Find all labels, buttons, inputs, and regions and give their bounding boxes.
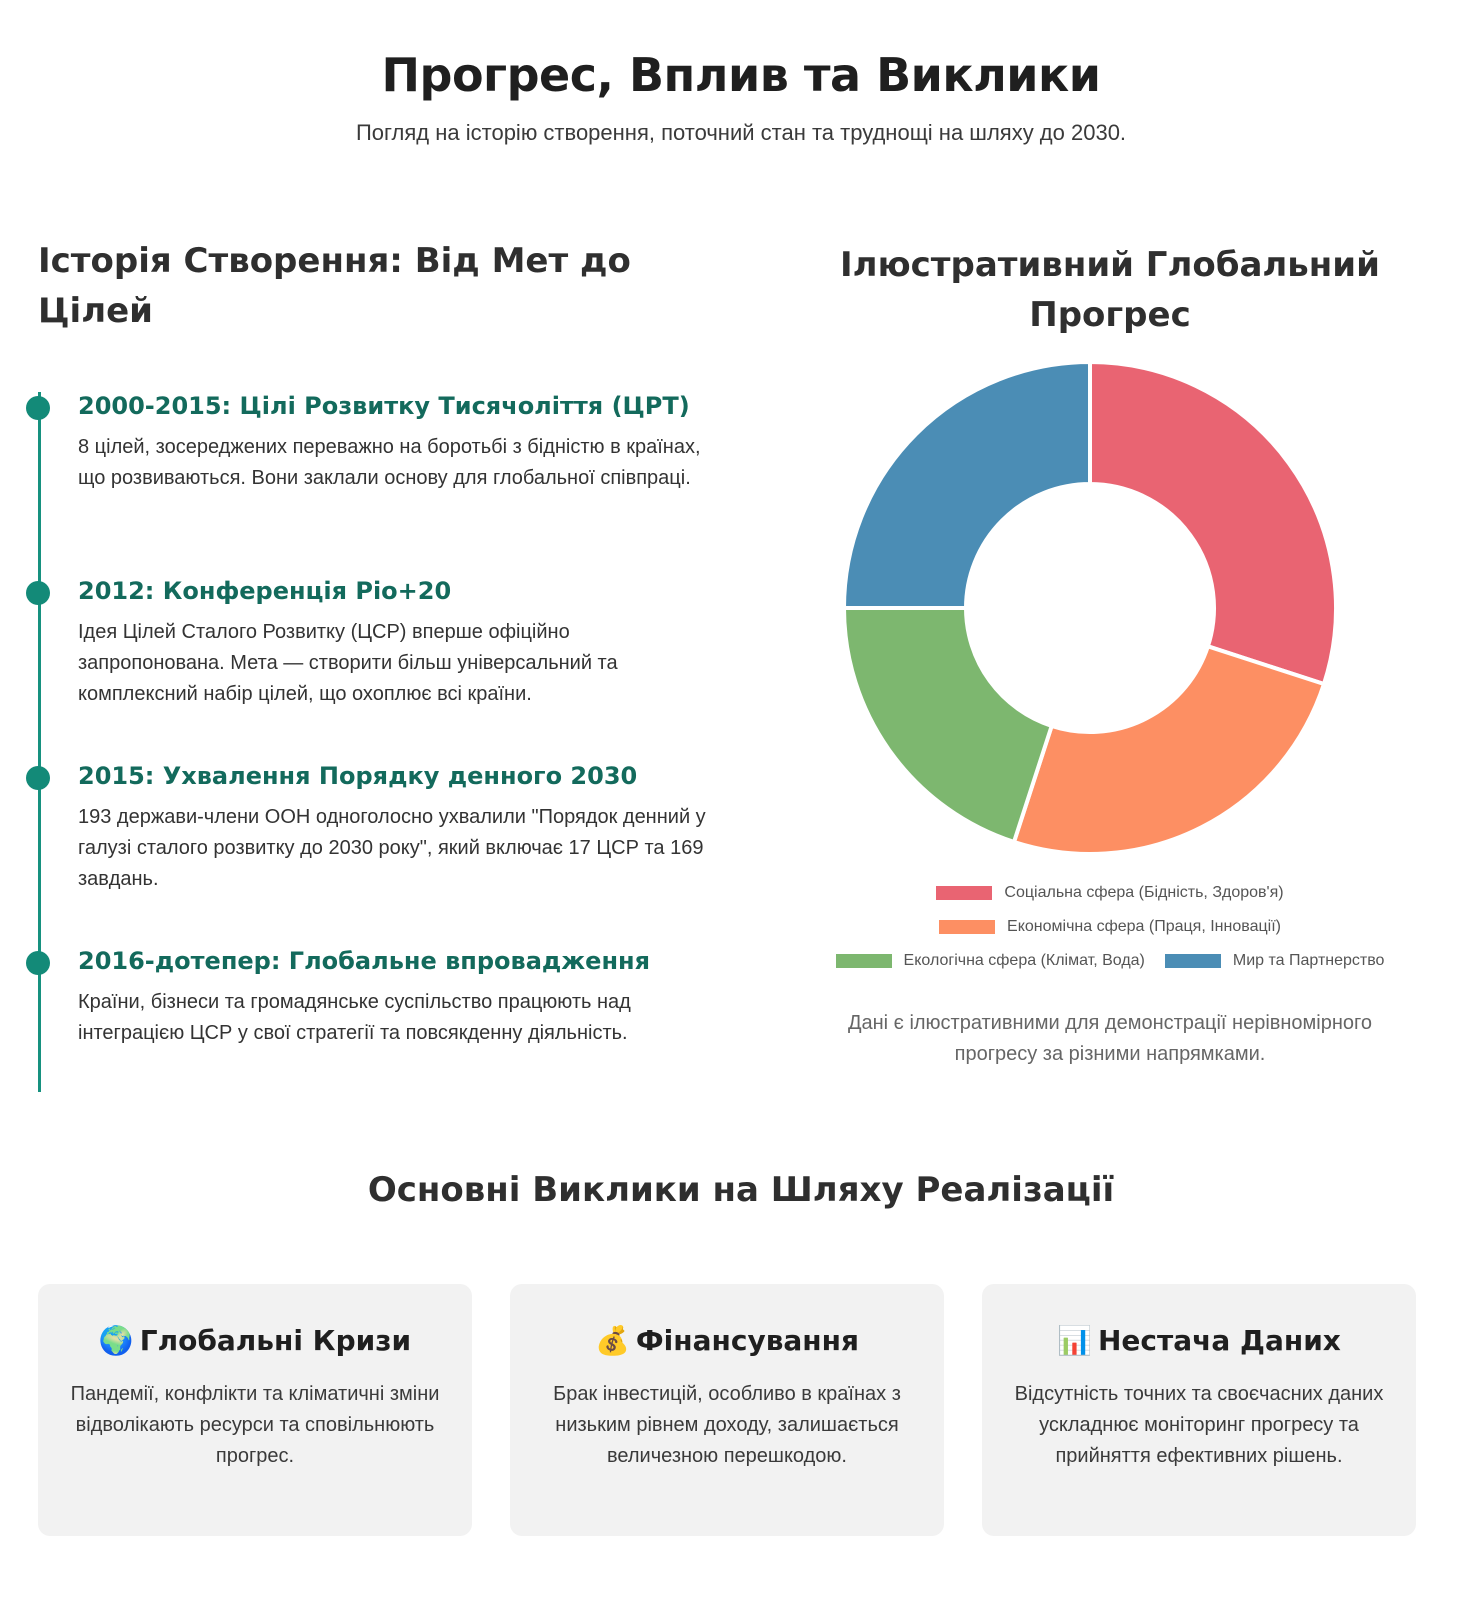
- challenge-title: Глобальні Кризи: [139, 1324, 412, 1357]
- timeline-item: [78, 947, 718, 1049]
- page-subtitle: Погляд на історію створення, поточний стан та труднощі на шляху до 2030.: [355, 120, 1127, 145]
- page-title: Прогрес, Вплив та Виклики: [381, 48, 1101, 102]
- timeline-line: [38, 392, 41, 1092]
- legend-label: Мир та Партнерство: [1232, 952, 1385, 969]
- challenge-text: Відсутність точних та своєчасних даних ускладнює моніторинг прогресу та прийняття ефективних рішень.: [1014, 1383, 1384, 1467]
- legend-swatch: [1165, 954, 1221, 968]
- timeline-dot: [26, 951, 50, 975]
- history-title: Історія Створення: Від Мет до Цілей: [38, 241, 631, 331]
- timeline-item-text: 193 держави-члени ООН одноголосно ухвалили "Порядок денний у галузі сталого розвитку до 2030 року", який включає 17 ЦСР та 169 завдань.: [78, 806, 706, 890]
- legend-label: Соціальна сфера (Бідність, Здоров'я): [1004, 884, 1284, 901]
- legend-item-peace[interactable]: [1165, 952, 1385, 970]
- challenge-title: Нестача Даних: [1098, 1324, 1341, 1357]
- timeline-item-text: Ідея Цілей Сталого Розвитку (ЦСР) вперше офіційно запропонована. Мета — створити більш універсальний та комплексний набір цілей, що охоплює всі країни.: [78, 621, 618, 705]
- timeline: [38, 392, 718, 1092]
- legend-label: Екологічна сфера (Клімат, Вода): [903, 952, 1145, 969]
- timeline-item: [78, 762, 718, 895]
- legend-swatch: [939, 920, 995, 934]
- legend-swatch: [836, 954, 892, 968]
- donut-slice-ecological[interactable]: [844, 608, 1052, 842]
- bar-chart-icon: 📊: [1057, 1324, 1092, 1357]
- money-bag-icon: 💰: [595, 1324, 630, 1357]
- chart-legend: [780, 876, 1440, 978]
- timeline-item-text: Країни, бізнеси та громадянське суспільство працюють над інтеграцією ЦСР у свої стратегії та повсякденну діяльність.: [78, 991, 631, 1044]
- donut-slice-social[interactable]: [1090, 362, 1336, 684]
- chart-title: Ілюстративний Глобальний Прогрес: [840, 245, 1380, 335]
- timeline-dot: [26, 581, 50, 605]
- donut-slice-economic[interactable]: [1014, 646, 1324, 854]
- challenge-card: [38, 1284, 472, 1536]
- timeline-dot: [26, 766, 50, 790]
- donut-chart: [780, 360, 1440, 870]
- history-section: [38, 236, 718, 1044]
- challenge-card: [982, 1284, 1416, 1536]
- timeline-item-title: 2015: Ухвалення Порядку денного 2030: [78, 762, 638, 790]
- challenge-text: Брак інвестицій, особливо в країнах з низьким рівнем доходу, залишається величезною перешкодою.: [553, 1383, 901, 1467]
- challenge-title: Фінансування: [635, 1324, 859, 1357]
- page-header: [0, 48, 1482, 146]
- challenge-text: Пандемії, конфлікти та кліматичні зміни відволікають ресурси та сповільнюють прогрес.: [70, 1383, 440, 1467]
- timeline-item-title: 2012: Конференція Ріо+20: [78, 577, 452, 605]
- timeline-item-text: 8 цілей, зосереджених переважно на боротьбі з бідністю в країнах, що розвиваються. Вони заклали основу для глобальної співпраці.: [78, 436, 701, 489]
- timeline-dot: [26, 396, 50, 420]
- legend-item-social[interactable]: [936, 884, 1283, 902]
- timeline-item: [78, 577, 718, 710]
- challenge-card: [510, 1284, 944, 1536]
- challenges-title: Основні Виклики на Шляху Реалізації: [367, 1170, 1115, 1210]
- timeline-item-title: 2016-дотепер: Глобальне впровадження: [78, 947, 651, 975]
- legend-item-ecological[interactable]: [836, 952, 1145, 970]
- legend-swatch: [936, 886, 992, 900]
- donut-slice-peace[interactable]: [844, 362, 1090, 608]
- chart-note: Дані є ілюстративними для демонстрації нерівномірного прогресу за різними напрямками.: [847, 1012, 1373, 1065]
- legend-label: Економічна сфера (Праця, Інновації): [1007, 918, 1281, 935]
- timeline-item-title: 2000-2015: Цілі Розвитку Тисячоліття (ЦРТ): [78, 392, 690, 420]
- timeline-item: [78, 392, 718, 494]
- legend-item-economic[interactable]: [939, 918, 1281, 936]
- chart-section: [780, 240, 1440, 1065]
- globe-icon: 🌍: [98, 1324, 134, 1357]
